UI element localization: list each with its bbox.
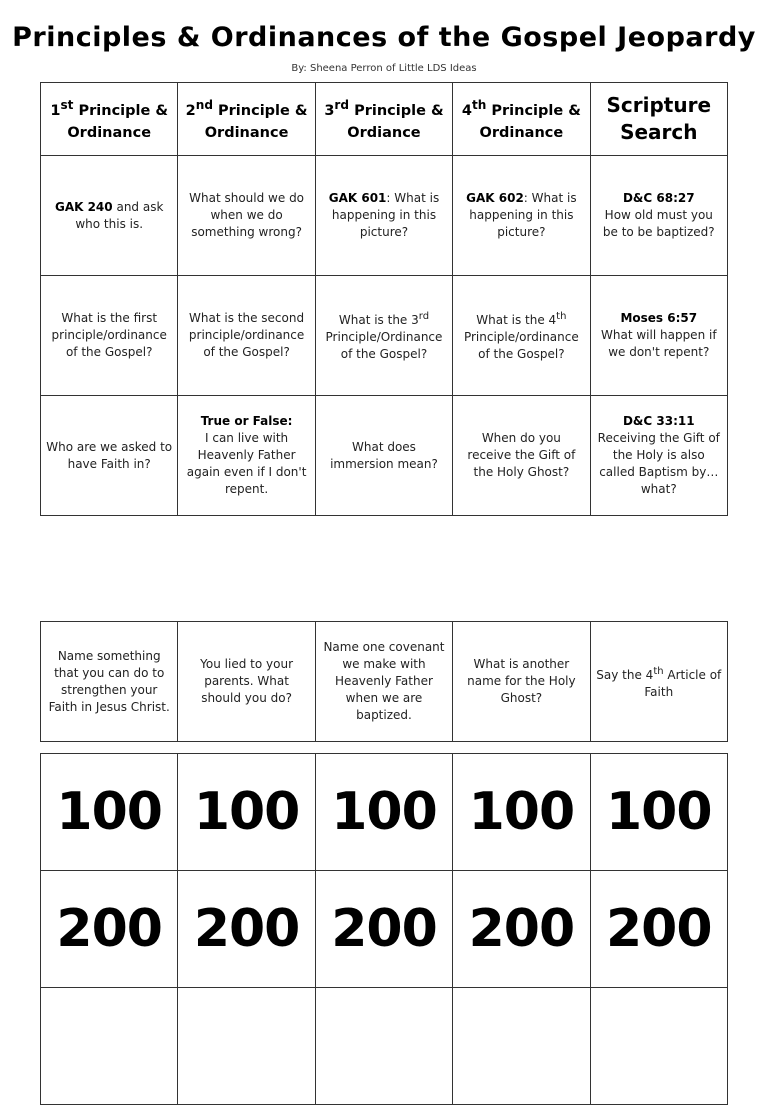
point-card: 100 [178, 754, 315, 871]
question-cell: What is the 4th Principle/ordinance of the Gospel? [453, 276, 590, 396]
point-card [41, 988, 178, 1105]
question-cell: D&C 33:11 Receiving the Gift of the Holy is also called Baptism by…what? [590, 396, 727, 516]
point-card: 100 [590, 754, 727, 871]
question-row-4 [41, 622, 728, 742]
point-card [453, 988, 590, 1105]
questions-table [40, 82, 728, 516]
point-card: 200 [41, 871, 178, 988]
question-cell: Name one covenant we make with Heavenly Father when we are baptized. [315, 622, 452, 742]
question-cell: When do you receive the Gift of the Holy Ghost? [453, 396, 590, 516]
header-cell-5: Scripture Search [590, 83, 727, 156]
question-cell: D&C 68:27 How old must you be to be baptized? [590, 156, 727, 276]
page-title: Principles & Ordinances of the Gospel Jeopardy [12, 22, 756, 53]
point-card [315, 988, 452, 1105]
question-cell: GAK 601: What is happening in this picture? [315, 156, 452, 276]
header-cell-3: 3rd Principle & Ordiance [315, 83, 452, 156]
byline: By: Sheena Perron of Little LDS Ideas [291, 63, 477, 74]
point-card: 100 [453, 754, 590, 871]
point-card [590, 988, 727, 1105]
question-cell: Who are we asked to have Faith in? [41, 396, 178, 516]
point-card [178, 988, 315, 1105]
points-row-partial [41, 988, 728, 1105]
questions-table-row-4 [40, 621, 728, 742]
question-cell: What is the second principle/ordinance of the Gospel? [178, 276, 315, 396]
point-card: 200 [590, 871, 727, 988]
question-cell: Moses 6:57 What will happen if we don't repent? [590, 276, 727, 396]
question-cell: You lied to your parents. What should you do? [178, 622, 315, 742]
question-cell: True or False: I can live with Heavenly Father again even if I don't repent. [178, 396, 315, 516]
question-cell: What is the first principle/ordinance of the Gospel? [41, 276, 178, 396]
point-card: 200 [453, 871, 590, 988]
question-row-3 [41, 396, 728, 516]
question-cell: What does immersion mean? [315, 396, 452, 516]
question-cell: GAK 240 and ask who this is. [41, 156, 178, 276]
points-row-200 [41, 871, 728, 988]
question-cell: Name something that you can do to strengthen your Faith in Jesus Christ. [41, 622, 178, 742]
header-cell-2: 2nd Principle & Ordinance [178, 83, 315, 156]
question-cell: Say the 4th Article of Faith [590, 622, 727, 742]
header-row [41, 83, 728, 156]
question-cell: What is the 3rd Principle/Ordinance of the Gospel? [315, 276, 452, 396]
point-card: 100 [41, 754, 178, 871]
question-row-1 [41, 156, 728, 276]
question-cell: What should we do when we do something wrong? [178, 156, 315, 276]
question-cell: What is another name for the Holy Ghost? [453, 622, 590, 742]
header-cell-1: 1st Principle & Ordinance [41, 83, 178, 156]
point-card: 200 [178, 871, 315, 988]
question-row-2 [41, 276, 728, 396]
points-row-100 [41, 754, 728, 871]
point-card: 100 [315, 754, 452, 871]
header-cell-4: 4th Principle & Ordinance [453, 83, 590, 156]
points-table [40, 753, 728, 1105]
point-card: 200 [315, 871, 452, 988]
question-cell: GAK 602: What is happening in this picture? [453, 156, 590, 276]
